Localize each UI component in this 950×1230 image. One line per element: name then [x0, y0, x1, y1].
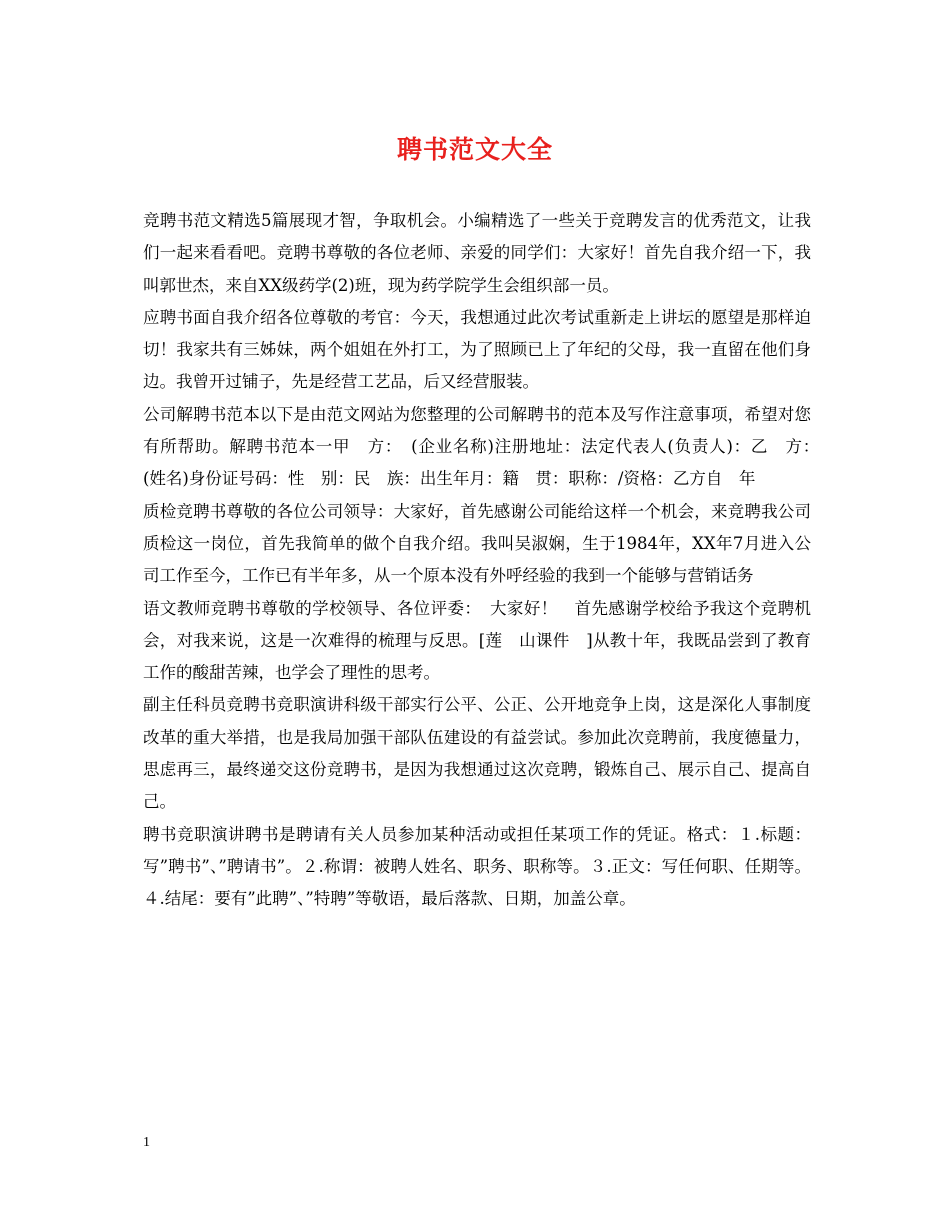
document-body — [143, 205, 828, 916]
paragraph-4: 质检竞聘书尊敬的各位公司领导：大家好，首先感谢公司能给这样一个机会，来竞聘我公司质检这一岗位，首先我简单的做个自我介绍。我叫吴淑娴，生于1984年，XX年7月进入公司工作至今，工作已有半年多，从一个原本没有外呼经验的我到一个能够与营销话务 — [143, 501, 811, 586]
paragraph-1: 竞聘书范文精选5篇展现才智，争取机会。小编精选了一些关于竞聘发言的优秀范文，让我们一起来看看吧。竞聘书尊敬的各位老师、亲爱的同学们：大家好！首先自我介绍一下，我叫郭世杰，来自XX级药学(2)班，现为药学院学生会组织部一员。 — [143, 211, 811, 295]
paragraph-3: 公司解聘书范本以下是由范文网站为您整理的公司解聘书的范本及写作注意事项，希望对您有所帮助。解聘书范本一甲 方： (企业名称)注册地址：法定代表人(负责人)：乙 方： (姓名)身份证号码：性 别：民 族：出生年月：籍 贯：职称：/资格：乙方自 年 — [143, 404, 828, 489]
paragraph-6: 副主任科员竞聘书竞职演讲科级干部实行公平、公正、公开地竞争上岗，这是深化人事制度改革的重大举措，也是我局加强干部队伍建设的有益尝试。参加此次竞聘前，我度德量力，思虑再三，最终递交这份竞聘书，是因为我想通过这次竞聘，锻炼自己、展示自己、提高自己。 — [143, 695, 811, 812]
paragraph-5: 语文教师竞聘书尊敬的学校领导、各位评委： 大家好！ 首先感谢学校给予我这个竞聘机会，对我来说，这是一次难得的梳理与反思。[莲 山课件 ]从教十年，我既品尝到了教育工作的酸甜苦辣，也学会了理性的思考。 — [143, 598, 811, 683]
paragraph-7: 聘书竞职演讲聘书是聘请有关人员参加某种活动或担任某项工作的凭证。格式：１.标题：写”聘书”、”聘请书”。２.称谓：被聘人姓名、职务、职称等。３.正文：写任何职、任期等。４.结尾：要有”此聘”、”特聘”等敬语，最后落款、日期，加盖公章。 — [143, 824, 811, 909]
page-number: 1 — [143, 1135, 150, 1150]
document-title: 聘书范文大全 — [396, 135, 553, 164]
paragraph-2: 应聘书面自我介绍各位尊敬的考官：今天，我想通过此次考试重新走上讲坛的愿望是那样迫切！我家共有三姊妹，两个姐姐在外打工，为了照顾已上了年纪的父母，我一直留在他们身边。我曾开过铺子，先是经营工艺品，后又经营服装。 — [143, 307, 811, 392]
